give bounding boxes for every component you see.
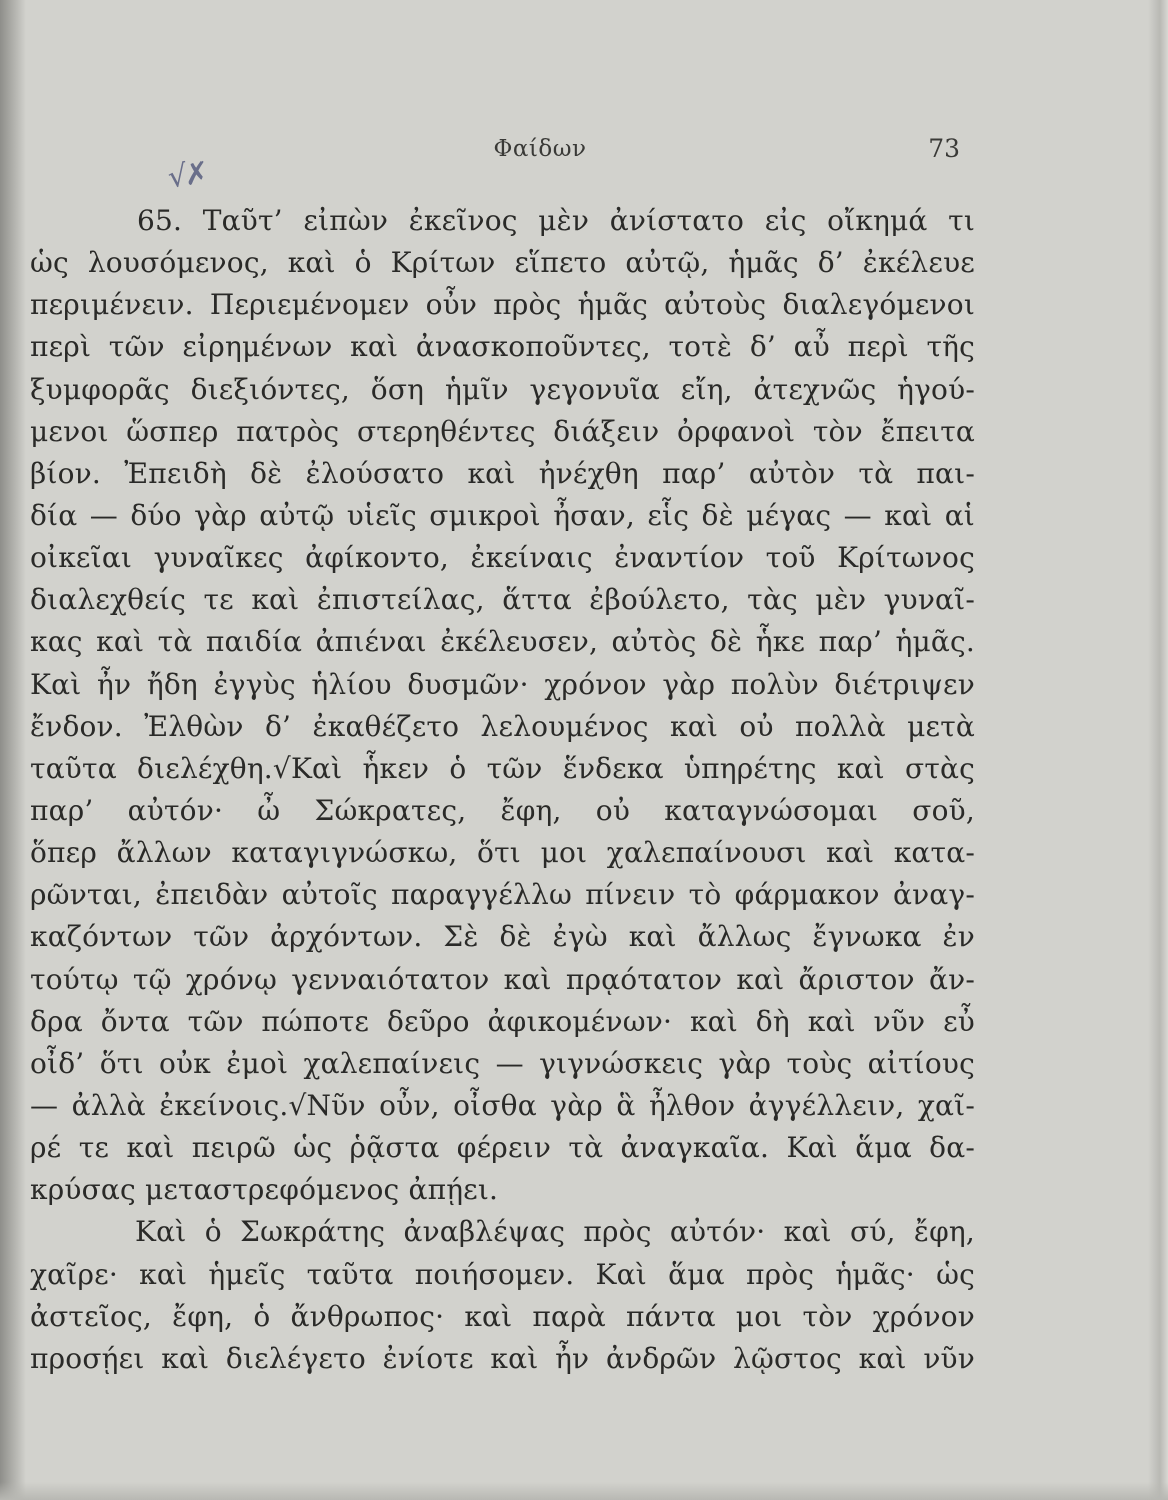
page-edge-right — [1148, 0, 1168, 1500]
text-line: χαῖρε· καὶ ἡμεῖς ταῦτα ποιήσομεν. Καὶ ἅμα πρὸς ἡμᾶς· ὡς — [30, 1257, 975, 1291]
body-text — [30, 200, 975, 1380]
text-line: ἔνδον. Ἐλθὼν δ’ ἐκαθέζετο λελουμένος καὶ οὐ πολλὰ μετὰ — [30, 709, 975, 743]
text-line: κας καὶ τὰ παιδία ἀπιέναι ἐκέλευσεν, αὐτὸς δὲ ἧκε παρ’ ἡμᾶς. — [30, 625, 975, 659]
pencil-annotation: √✗ — [165, 155, 209, 196]
text-line: ρέ τε καὶ πειρῶ ὡς ῥᾷστα φέρειν τὰ ἀναγκαῖα. Καὶ ἅμα δα- — [30, 1131, 975, 1165]
text-line: δία — δύο γὰρ αὐτῷ υἱεῖς σμικροὶ ἦσαν, εἷς δὲ μέγας — καὶ αἱ — [30, 498, 975, 532]
text-line: βίον. Ἐπειδὴ δὲ ἐλούσατο καὶ ἠνέχθη παρ’ αὐτὸν τὰ παι- — [30, 456, 975, 490]
text-line: οἰκεῖαι γυναῖκες ἀφίκοντο, ἐκείναις ἐναντίον τοῦ Κρίτωνος — [30, 541, 975, 575]
text-line: περιμένειν. Περιεμένομεν οὖν πρὸς ἡμᾶς αὐτοὺς διαλεγόμενοι — [30, 288, 975, 322]
page-edge-bottom — [0, 1482, 1168, 1500]
running-title: Φαίδων — [493, 136, 587, 162]
text-line: ταῦτα διελέχθη.√Καὶ ἧκεν ὁ τῶν ἕνδεκα ὑπηρέτης καὶ στὰς — [30, 751, 975, 785]
text-line: Καὶ ἦν ἤδη ἐγγὺς ἡλίου δυσμῶν· χρόνον γὰρ πολὺν διέτριψεν — [30, 667, 975, 701]
page-number: 73 — [928, 134, 960, 163]
text-line: παρ’ αὐτόν· ὦ Σώκρατες, ἔφη, οὐ καταγνώσομαι σοῦ, — [30, 793, 975, 827]
text-line: οἶδ’ ὅτι οὐκ ἐμοὶ χαλεπαίνεις — γιγνώσκεις γὰρ τοὺς αἰτίους — [30, 1046, 975, 1080]
text-line: δρα ὄντα τῶν πώποτε δεῦρο ἀφικομένων· καὶ δὴ καὶ νῦν εὖ — [30, 1004, 975, 1038]
text-line: περὶ τῶν εἰρημένων καὶ ἀνασκοποῦντες, τοτὲ δ’ αὖ περὶ τῆς — [30, 330, 975, 364]
text-line: κρύσας μεταστρεφόμενος ἀπῄει. — [30, 1173, 499, 1207]
text-line: καζόντων τῶν ἀρχόντων. Σὲ δὲ ἐγὼ καὶ ἄλλως ἔγνωκα ἐν — [30, 920, 975, 954]
text-line: μενοι ὥσπερ πατρὸς στερηθέντες διάξειν ὀρφανοὶ τὸν ἔπειτα — [30, 414, 975, 448]
text-line: — ἀλλὰ ἐκείνοις.√Νῦν οὖν, οἶσθα γὰρ ἃ ἦλθον ἀγγέλλειν, χαῖ- — [30, 1088, 975, 1122]
text-line: Καὶ ὁ Σωκράτης ἀναβλέψας πρὸς αὐτόν· καὶ σύ, ἔφη, — [135, 1215, 975, 1249]
text-line: ρῶνται, ἐπειδὰν αὐτοῖς παραγγέλλω πίνειν τὸ φάρμακον ἀναγ- — [30, 878, 975, 912]
spine-shadow — [0, 0, 26, 1500]
text-line: προσῄει καὶ διελέγετο ἐνίοτε καὶ ἦν ἀνδρῶν λῷστος καὶ νῦν — [30, 1341, 975, 1375]
text-line: ὡς λουσόμενος, καὶ ὁ Κρίτων εἵπετο αὐτῷ, ἡμᾶς δ’ ἐκέλευε — [30, 246, 975, 280]
text-line: ὅπερ ἄλλων καταγιγνώσκω, ὅτι μοι χαλεπαίνουσι καὶ κατα- — [30, 836, 975, 870]
text-line: τούτῳ τῷ χρόνῳ γενναιότατον καὶ πρᾳότατον καὶ ἄριστον ἄν- — [30, 962, 975, 996]
text-line: ξυμφορᾶς διεξιόντες, ὅση ἡμῖν γεγονυῖα εἴη, ἀτεχνῶς ἡγού- — [30, 372, 975, 406]
text-line: 65. Ταῦτ’ εἰπὼν ἐκεῖνος μὲν ἀνίστατο εἰς οἴκημά τι — [137, 204, 975, 237]
text-line: ἀστεῖος, ἔφη, ὁ ἄνθρωπος· καὶ παρὰ πάντα μοι τὸν χρόνον — [30, 1299, 975, 1333]
text-line: διαλεχθείς τε καὶ ἐπιστείλας, ἅττα ἐβούλετο, τὰς μὲν γυναῖ- — [30, 583, 975, 617]
